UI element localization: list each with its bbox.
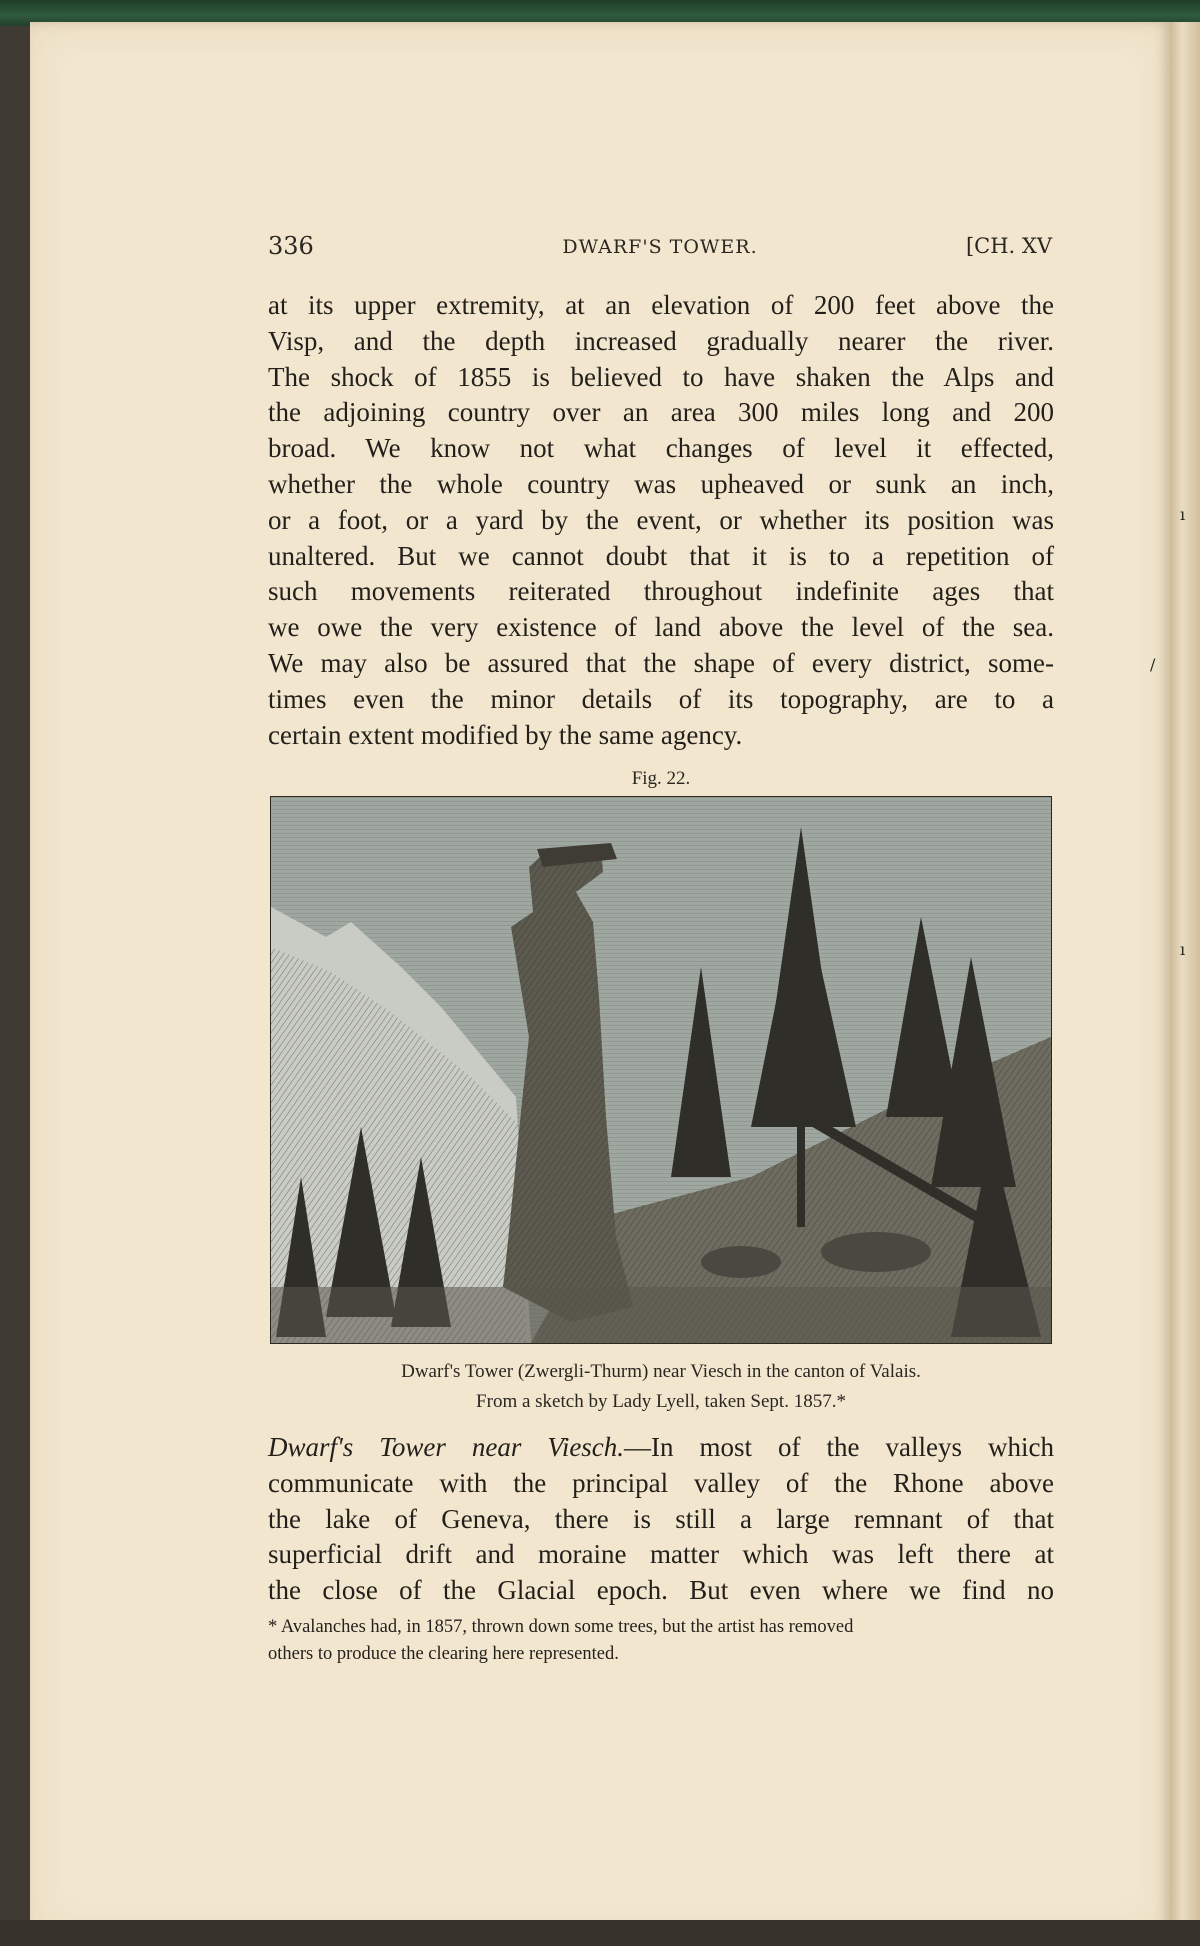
text-line: communicate with the principal valley of the Rhone above [268,1467,1054,1498]
footnote-line: others to produce the clearing here represented. [268,1644,619,1664]
text-line: the close of the Glacial epoch. But even where we find no [268,1575,1054,1606]
margin-mark: ı [1180,940,1186,959]
text-line: such movements reiterated throughout indefinite ages that [268,576,1054,607]
text-line: times even the minor details of its topography, are to a [268,683,1054,714]
figure-caption-line-1: Dwarf's Tower (Zwergli-Thurm) near Viesch in the canton of Valais. [401,1361,921,1382]
engraving-drawing [271,797,1051,1343]
text-line: the adjoining country over an area 300 miles long and 200 [268,397,1054,428]
footnote [268,1614,1054,1668]
running-title: DWARF'S TOWER. [562,236,758,258]
paragraph-2 [268,1430,1054,1609]
page-number: 336 [268,232,314,260]
text-line: whether the whole country was upheaved or sunk an inch, [268,468,1054,499]
text-line-rest: —In most of the valleys which [624,1432,1054,1462]
text-line: We may also be assured that the shape of every district, some- [268,647,1054,678]
paragraph-1 [268,288,1054,753]
chapter-marker: [CH. XV [965,234,1052,258]
text-line [268,1430,1054,1466]
text-line: we owe the very existence of land above the level of the sea. [268,612,1054,643]
text-line: or a foot, or a yard by the event, or whether its position was [268,504,1054,535]
footnote-line: * Avalanches had, in 1857, thrown down some trees, but the artist has removed [268,1617,854,1637]
running-header [268,230,1052,264]
text-line: broad. We know not what changes of level it effected, [268,433,1054,464]
margin-mark: ı [1180,505,1186,524]
text-line: unaltered. But we cannot doubt that it is to a repetition of [268,540,1054,571]
page-edge [1170,22,1200,1936]
text-line: Visp, and the depth increased gradually nearer the river. [268,325,1054,356]
text-line: The shock of 1855 is believed to have shaken the Alps and [268,361,1054,392]
figure-label: Fig. 22. [631,768,691,789]
figure-caption-line-2: From a sketch by Lady Lyell, taken Sept. 1857.* [476,1391,846,1412]
margin-mark: / [1150,655,1156,674]
text-line: certain extent modified by the same agency. [268,719,743,750]
scan-background [0,1920,1200,1946]
engraving-illustration [270,796,1052,1344]
text-line: at its upper extremity, at an elevation of 200 feet above the [268,290,1054,320]
section-heading: Dwarf's Tower near Viesch. [268,1432,625,1462]
text-line: superficial drift and moraine matter which was left there at [268,1539,1054,1570]
text-line: the lake of Geneva, there is still a large remnant of that [268,1503,1054,1534]
